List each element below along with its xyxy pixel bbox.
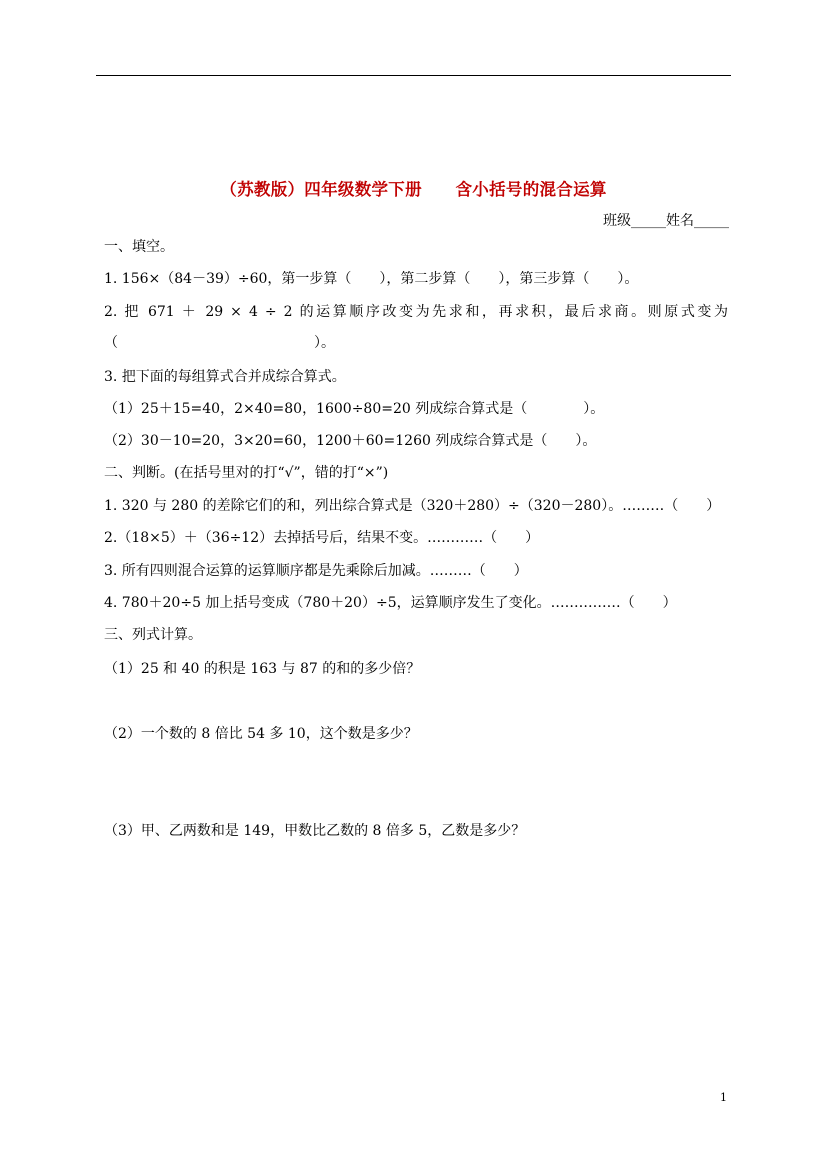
section-heading-calculation: 三、列式计算。 xyxy=(104,627,202,643)
class-name-field: 班级_____姓名_____ xyxy=(603,213,729,229)
page-number: 1 xyxy=(720,1091,727,1104)
answer-bracket: （ ）。 xyxy=(104,335,335,351)
header-rule xyxy=(96,75,731,76)
section-heading-judgment: 二、判断。(在括号里对的打“√”，错的打“×”) xyxy=(104,465,389,481)
question-line: （2）30－10=20，3×20=60，1200＋60=1260 列成综合算式是（ ）。 xyxy=(104,433,597,449)
question-line: （1）25＋15=40，2×40=80，1600÷80=20 列成综合算式是（ ）。 xyxy=(104,401,605,417)
question-line: 3. 所有四则混合运算的运算顺序都是先乘除后加减。………（ ） xyxy=(104,563,528,579)
question-line: 4. 780＋20÷5 加上括号变成（780＋20）÷5，运算顺序发生了变化。……………（ ） xyxy=(104,595,677,611)
section-heading-fill-in: 一、填空。 xyxy=(104,239,174,255)
question-line: （2）一个数的 8 倍比 54 多 10，这个数是多少？ xyxy=(104,726,418,742)
page-title: （苏教版）四年级数学下册 含小括号的混合运算 xyxy=(220,180,607,199)
question-line: 3. 把下面的每组算式合并成综合算式。 xyxy=(104,369,346,385)
question-line: 2. 把 671 ＋ 29 × 4 ÷ 2 的运算顺序改变为先求和，再求积，最后求商。则原式变为 xyxy=(104,304,728,320)
question-line: 2.（18×5）＋（36÷12）去掉括号后，结果不变。…………（ ） xyxy=(104,530,540,546)
question-line: 1. 156×（84－39）÷60，第一步算（ ），第二步算（ ），第三步算（ ）。 xyxy=(104,271,639,287)
question-line: （1）25 和 40 的积是 163 与 87 的和的多少倍？ xyxy=(104,661,421,677)
question-line: 1. 320 与 280 的差除它们的和，列出综合算式是（320＋280）÷（320－280）。………（ ） xyxy=(104,498,721,514)
question-line: （3）甲、乙两数和是 149，甲数比乙数的 8 倍多 5，乙数是多少？ xyxy=(104,823,526,839)
